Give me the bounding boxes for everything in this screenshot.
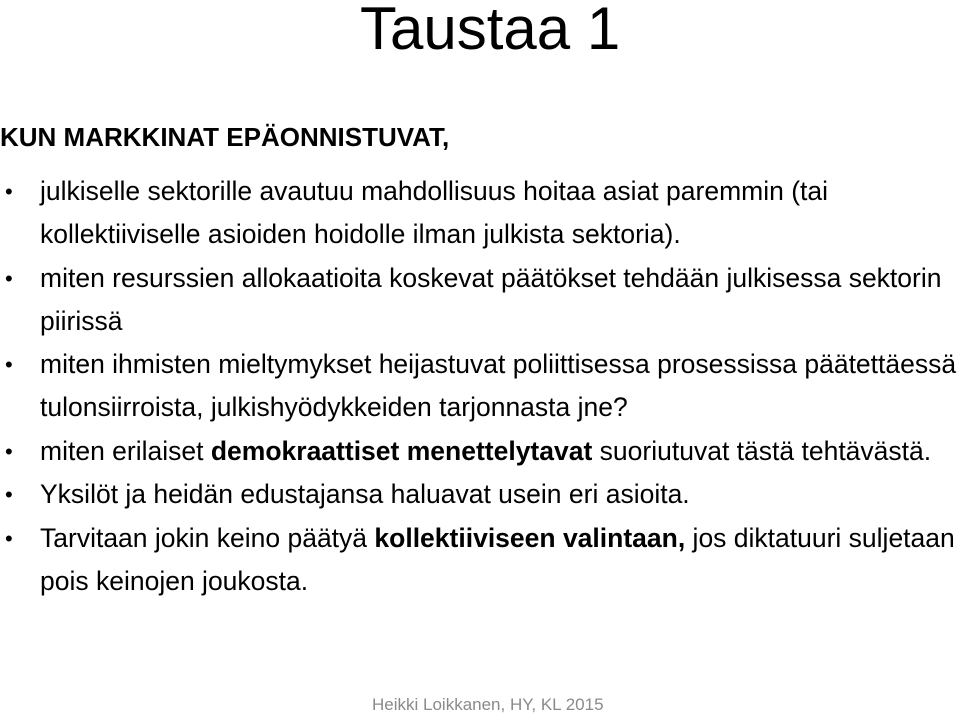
bullet-text-part: miten resurssien allokaatioita koskevat päätökset tehdään julkisessa sektorin piirissä [40, 262, 942, 336]
section-heading: KUN MARKKINAT EPÄONNISTUVAT, [0, 122, 450, 152]
bullet-item-3 [0, 343, 960, 429]
bullet-icon: • [5, 438, 13, 464]
bullet-text-part: Yksilöt ja heidän edustajansa haluavat usein eri asioita. [40, 479, 690, 509]
slide-footer: Heikki Loikkanen, HY, KL 2015 [372, 695, 604, 714]
bullet-text-part: julkiselle sektorille avautuu mahdollisuus hoitaa asiat paremmin (tai kollektiiviselle asioiden hoidolle ilman julkista sektoria). [40, 176, 829, 249]
bullet-text-emphasis: demokraattiset menettelytavat [210, 435, 593, 466]
bullet-text [40, 473, 960, 516]
bullet-item-4 [0, 430, 960, 473]
bullet-text-part: suoriutuvat tästä tehtävästä. [592, 435, 932, 466]
bullet-text [40, 170, 960, 256]
bullet-icon: • [5, 482, 13, 507]
bullet-item-6 [0, 517, 960, 603]
bullet-text [40, 257, 960, 343]
bullet-icon: • [5, 179, 13, 204]
bullet-item-2 [0, 257, 960, 343]
bullet-text-part: miten ihmisten mieltymykset heijastuvat poliittisessa prosessissa päätettäessä tulonsiirroista, julkishyödykkeiden tarjonnasta jne? [40, 349, 957, 422]
bullet-text-emphasis: kollektiiviseen valintaan, [374, 522, 686, 553]
bullet-text-part: Tarvitaan jokin keino päätyä [40, 522, 375, 553]
slide-title: Taustaa 1 [360, 0, 621, 62]
bullet-text [40, 343, 960, 429]
bullet-icon: • [5, 265, 13, 291]
bullet-list [0, 170, 960, 603]
bullet-icon: • [5, 352, 13, 377]
bullet-text [40, 517, 960, 603]
bullet-text-part: miten erilaiset [40, 435, 211, 466]
bullet-text-part: jos diktatuuri suljetaan pois keinojen joukosta. [40, 522, 955, 596]
bullet-icon: • [5, 525, 13, 551]
bullet-item-1 [0, 170, 960, 256]
bullet-item-5 [0, 473, 960, 516]
bullet-text [40, 430, 960, 473]
